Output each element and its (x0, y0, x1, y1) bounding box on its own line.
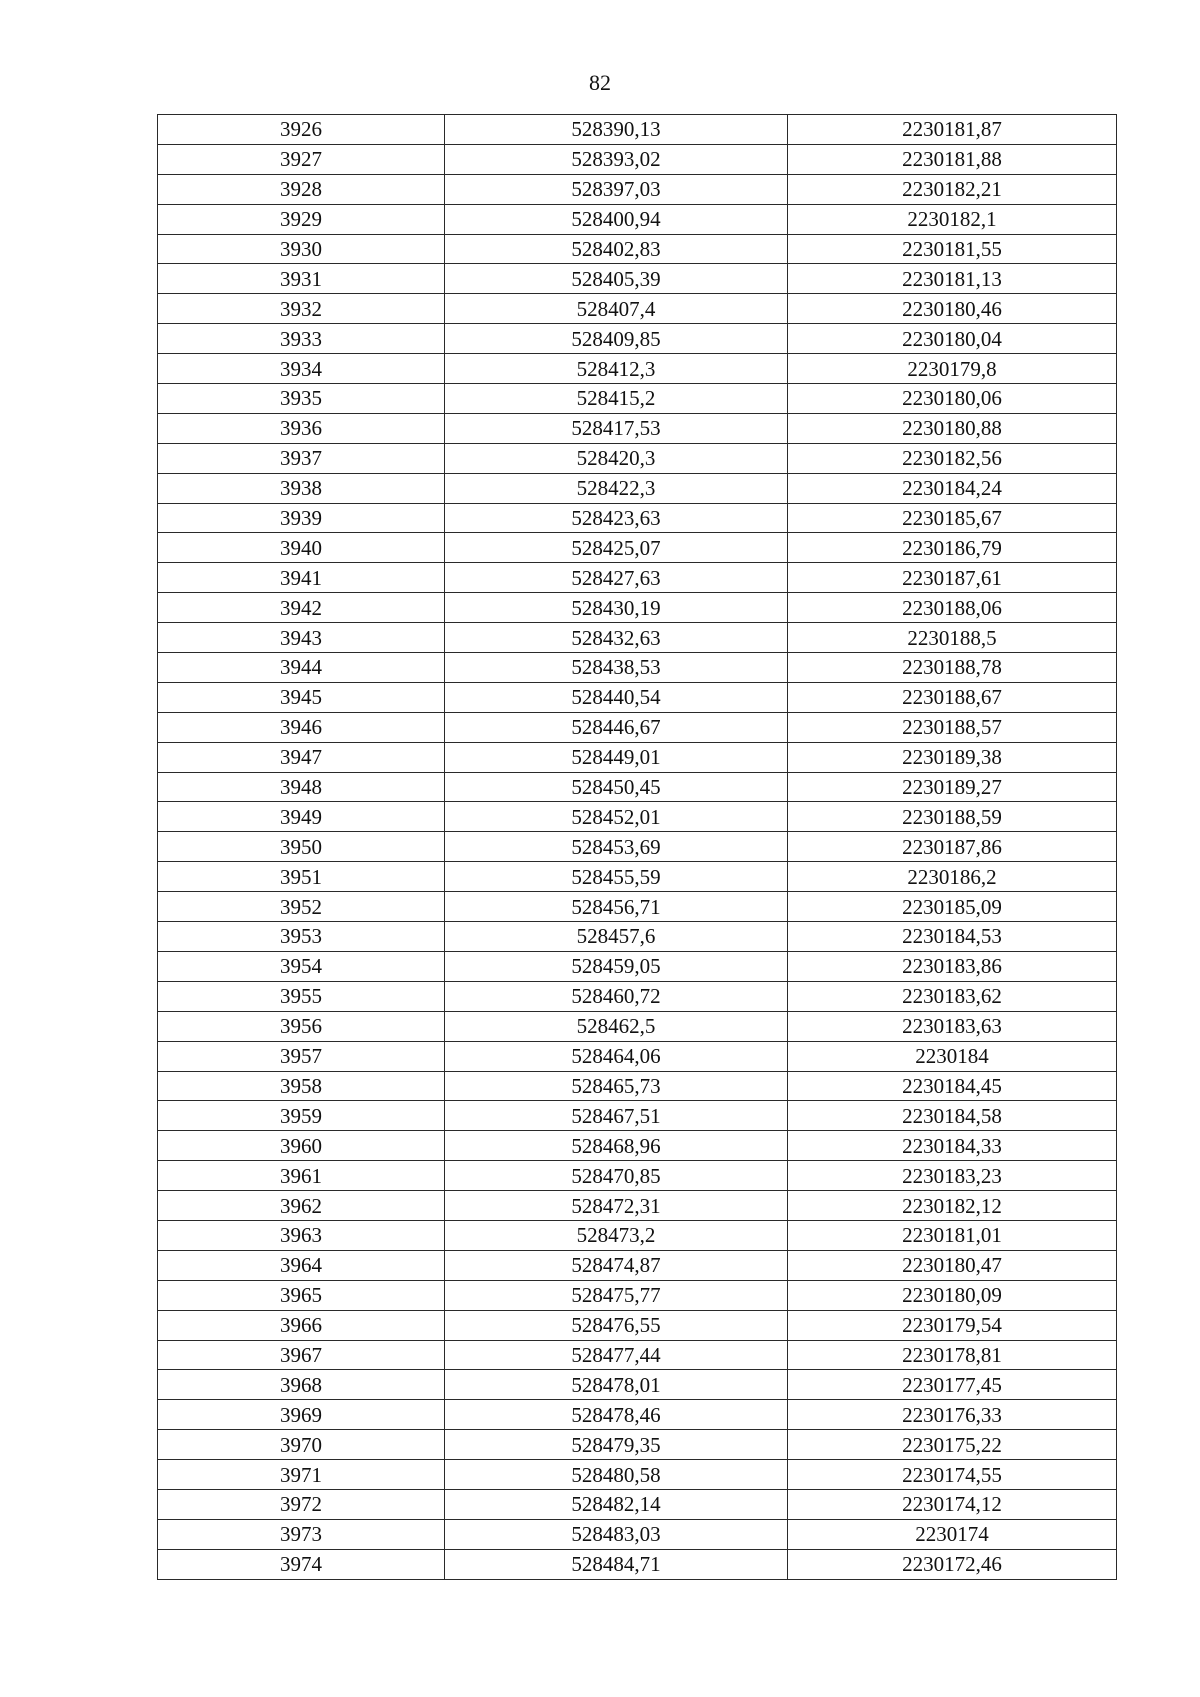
y-coordinate-cell: 2230180,88 (788, 413, 1117, 443)
table-row (158, 1370, 1117, 1400)
table-row (158, 563, 1117, 593)
point-number-cell: 3934 (158, 354, 445, 384)
point-number-cell: 3932 (158, 294, 445, 324)
table-row (158, 892, 1117, 922)
x-coordinate-cell: 528407,4 (445, 294, 788, 324)
x-coordinate-cell: 528484,71 (445, 1549, 788, 1579)
table-row (158, 1340, 1117, 1370)
y-coordinate-cell: 2230188,59 (788, 802, 1117, 832)
y-coordinate-cell: 2230183,62 (788, 981, 1117, 1011)
x-coordinate-cell: 528468,96 (445, 1131, 788, 1161)
y-coordinate-cell: 2230182,12 (788, 1191, 1117, 1221)
x-coordinate-cell: 528453,69 (445, 832, 788, 862)
table-row (158, 653, 1117, 683)
point-number-cell: 3952 (158, 892, 445, 922)
y-coordinate-cell: 2230188,5 (788, 623, 1117, 653)
table-row (158, 1161, 1117, 1191)
point-number-cell: 3927 (158, 144, 445, 174)
point-number-cell: 3967 (158, 1340, 445, 1370)
table-row (158, 324, 1117, 354)
x-coordinate-cell: 528390,13 (445, 115, 788, 145)
coordinates-table (157, 114, 1117, 1580)
table-row (158, 1489, 1117, 1519)
point-number-cell: 3929 (158, 204, 445, 234)
y-coordinate-cell: 2230186,2 (788, 862, 1117, 892)
y-coordinate-cell: 2230179,8 (788, 354, 1117, 384)
y-coordinate-cell: 2230188,78 (788, 653, 1117, 683)
table-row (158, 1011, 1117, 1041)
table-row (158, 264, 1117, 294)
x-coordinate-cell: 528473,2 (445, 1220, 788, 1250)
point-number-cell: 3955 (158, 981, 445, 1011)
y-coordinate-cell: 2230183,63 (788, 1011, 1117, 1041)
point-number-cell: 3961 (158, 1161, 445, 1191)
table-row (158, 443, 1117, 473)
table-row (158, 354, 1117, 384)
point-number-cell: 3947 (158, 742, 445, 772)
table-row (158, 413, 1117, 443)
x-coordinate-cell: 528465,73 (445, 1071, 788, 1101)
x-coordinate-cell: 528438,53 (445, 653, 788, 683)
y-coordinate-cell: 2230180,06 (788, 384, 1117, 414)
point-number-cell: 3928 (158, 174, 445, 204)
y-coordinate-cell: 2230181,01 (788, 1220, 1117, 1250)
y-coordinate-cell: 2230181,87 (788, 115, 1117, 145)
table-row (158, 1519, 1117, 1549)
table-row (158, 115, 1117, 145)
point-number-cell: 3930 (158, 234, 445, 264)
y-coordinate-cell: 2230174,55 (788, 1460, 1117, 1490)
table-row (158, 623, 1117, 653)
table-row (158, 1041, 1117, 1071)
table-row (158, 981, 1117, 1011)
y-coordinate-cell: 2230184 (788, 1041, 1117, 1071)
point-number-cell: 3936 (158, 413, 445, 443)
table-row (158, 503, 1117, 533)
table-row (158, 593, 1117, 623)
y-coordinate-cell: 2230180,09 (788, 1280, 1117, 1310)
point-number-cell: 3941 (158, 563, 445, 593)
x-coordinate-cell: 528462,5 (445, 1011, 788, 1041)
y-coordinate-cell: 2230185,67 (788, 503, 1117, 533)
y-coordinate-cell: 2230179,54 (788, 1310, 1117, 1340)
point-number-cell: 3942 (158, 593, 445, 623)
page-number: 82 (589, 70, 611, 95)
point-number-cell: 3951 (158, 862, 445, 892)
point-number-cell: 3957 (158, 1041, 445, 1071)
table-row (158, 1191, 1117, 1221)
y-coordinate-cell: 2230188,67 (788, 682, 1117, 712)
x-coordinate-cell: 528427,63 (445, 563, 788, 593)
y-coordinate-cell: 2230178,81 (788, 1340, 1117, 1370)
y-coordinate-cell: 2230183,86 (788, 951, 1117, 981)
point-number-cell: 3949 (158, 802, 445, 832)
x-coordinate-cell: 528474,87 (445, 1250, 788, 1280)
y-coordinate-cell: 2230187,86 (788, 832, 1117, 862)
table-row (158, 533, 1117, 563)
point-number-cell: 3959 (158, 1101, 445, 1131)
point-number-cell: 3958 (158, 1071, 445, 1101)
y-coordinate-cell: 2230189,38 (788, 742, 1117, 772)
y-coordinate-cell: 2230188,57 (788, 712, 1117, 742)
x-coordinate-cell: 528478,01 (445, 1370, 788, 1400)
table-row (158, 1250, 1117, 1280)
y-coordinate-cell: 2230183,23 (788, 1161, 1117, 1191)
point-number-cell: 3962 (158, 1191, 445, 1221)
y-coordinate-cell: 2230180,04 (788, 324, 1117, 354)
table-row (158, 742, 1117, 772)
table-row (158, 294, 1117, 324)
table-row (158, 951, 1117, 981)
x-coordinate-cell: 528417,53 (445, 413, 788, 443)
x-coordinate-cell: 528452,01 (445, 802, 788, 832)
coordinates-table-body (158, 115, 1117, 1580)
point-number-cell: 3933 (158, 324, 445, 354)
point-number-cell: 3946 (158, 712, 445, 742)
point-number-cell: 3938 (158, 473, 445, 503)
table-row (158, 1280, 1117, 1310)
table-row (158, 1549, 1117, 1579)
point-number-cell: 3971 (158, 1460, 445, 1490)
x-coordinate-cell: 528472,31 (445, 1191, 788, 1221)
table-row (158, 862, 1117, 892)
point-number-cell: 3954 (158, 951, 445, 981)
y-coordinate-cell: 2230180,46 (788, 294, 1117, 324)
point-number-cell: 3966 (158, 1310, 445, 1340)
x-coordinate-cell: 528412,3 (445, 354, 788, 384)
x-coordinate-cell: 528432,63 (445, 623, 788, 653)
table-row (158, 802, 1117, 832)
point-number-cell: 3945 (158, 682, 445, 712)
y-coordinate-cell: 2230181,13 (788, 264, 1117, 294)
point-number-cell: 3960 (158, 1131, 445, 1161)
point-number-cell: 3943 (158, 623, 445, 653)
x-coordinate-cell: 528425,07 (445, 533, 788, 563)
table-row (158, 1071, 1117, 1101)
x-coordinate-cell: 528430,19 (445, 593, 788, 623)
point-number-cell: 3972 (158, 1489, 445, 1519)
table-row (158, 384, 1117, 414)
y-coordinate-cell: 2230184,53 (788, 922, 1117, 952)
x-coordinate-cell: 528483,03 (445, 1519, 788, 1549)
x-coordinate-cell: 528400,94 (445, 204, 788, 234)
x-coordinate-cell: 528422,3 (445, 473, 788, 503)
y-coordinate-cell: 2230181,88 (788, 144, 1117, 174)
table-row (158, 922, 1117, 952)
x-coordinate-cell: 528480,58 (445, 1460, 788, 1490)
y-coordinate-cell: 2230182,21 (788, 174, 1117, 204)
y-coordinate-cell: 2230181,55 (788, 234, 1117, 264)
y-coordinate-cell: 2230182,1 (788, 204, 1117, 234)
point-number-cell: 3948 (158, 772, 445, 802)
point-number-cell: 3969 (158, 1400, 445, 1430)
point-number-cell: 3974 (158, 1549, 445, 1579)
y-coordinate-cell: 2230174,12 (788, 1489, 1117, 1519)
x-coordinate-cell: 528477,44 (445, 1340, 788, 1370)
x-coordinate-cell: 528449,01 (445, 742, 788, 772)
table-row (158, 1310, 1117, 1340)
table-row (158, 234, 1117, 264)
y-coordinate-cell: 2230175,22 (788, 1430, 1117, 1460)
y-coordinate-cell: 2230180,47 (788, 1250, 1117, 1280)
table-row (158, 772, 1117, 802)
x-coordinate-cell: 528397,03 (445, 174, 788, 204)
x-coordinate-cell: 528456,71 (445, 892, 788, 922)
y-coordinate-cell: 2230172,46 (788, 1549, 1117, 1579)
x-coordinate-cell: 528482,14 (445, 1489, 788, 1519)
table-row (158, 1460, 1117, 1490)
x-coordinate-cell: 528455,59 (445, 862, 788, 892)
x-coordinate-cell: 528450,45 (445, 772, 788, 802)
table-row (158, 1400, 1117, 1430)
table-row (158, 1220, 1117, 1250)
point-number-cell: 3956 (158, 1011, 445, 1041)
point-number-cell: 3973 (158, 1519, 445, 1549)
table-row (158, 1131, 1117, 1161)
table-row (158, 204, 1117, 234)
x-coordinate-cell: 528476,55 (445, 1310, 788, 1340)
x-coordinate-cell: 528475,77 (445, 1280, 788, 1310)
table-row (158, 832, 1117, 862)
y-coordinate-cell: 2230189,27 (788, 772, 1117, 802)
x-coordinate-cell: 528420,3 (445, 443, 788, 473)
y-coordinate-cell: 2230187,61 (788, 563, 1117, 593)
y-coordinate-cell: 2230184,24 (788, 473, 1117, 503)
point-number-cell: 3940 (158, 533, 445, 563)
table-row (158, 712, 1117, 742)
table-row (158, 1101, 1117, 1131)
point-number-cell: 3970 (158, 1430, 445, 1460)
x-coordinate-cell: 528459,05 (445, 951, 788, 981)
point-number-cell: 3937 (158, 443, 445, 473)
table-row (158, 144, 1117, 174)
x-coordinate-cell: 528478,46 (445, 1400, 788, 1430)
point-number-cell: 3926 (158, 115, 445, 145)
point-number-cell: 3963 (158, 1220, 445, 1250)
x-coordinate-cell: 528409,85 (445, 324, 788, 354)
x-coordinate-cell: 528470,85 (445, 1161, 788, 1191)
point-number-cell: 3950 (158, 832, 445, 862)
point-number-cell: 3953 (158, 922, 445, 952)
point-number-cell: 3939 (158, 503, 445, 533)
table-row (158, 1430, 1117, 1460)
table-row (158, 682, 1117, 712)
y-coordinate-cell: 2230185,09 (788, 892, 1117, 922)
point-number-cell: 3944 (158, 653, 445, 683)
x-coordinate-cell: 528393,02 (445, 144, 788, 174)
x-coordinate-cell: 528423,63 (445, 503, 788, 533)
x-coordinate-cell: 528467,51 (445, 1101, 788, 1131)
point-number-cell: 3965 (158, 1280, 445, 1310)
y-coordinate-cell: 2230182,56 (788, 443, 1117, 473)
x-coordinate-cell: 528405,39 (445, 264, 788, 294)
x-coordinate-cell: 528402,83 (445, 234, 788, 264)
x-coordinate-cell: 528415,2 (445, 384, 788, 414)
y-coordinate-cell: 2230188,06 (788, 593, 1117, 623)
point-number-cell: 3931 (158, 264, 445, 294)
x-coordinate-cell: 528457,6 (445, 922, 788, 952)
table-row (158, 473, 1117, 503)
y-coordinate-cell: 2230174 (788, 1519, 1117, 1549)
table-row (158, 174, 1117, 204)
y-coordinate-cell: 2230186,79 (788, 533, 1117, 563)
x-coordinate-cell: 528464,06 (445, 1041, 788, 1071)
y-coordinate-cell: 2230184,33 (788, 1131, 1117, 1161)
y-coordinate-cell: 2230177,45 (788, 1370, 1117, 1400)
point-number-cell: 3935 (158, 384, 445, 414)
x-coordinate-cell: 528446,67 (445, 712, 788, 742)
x-coordinate-cell: 528440,54 (445, 682, 788, 712)
point-number-cell: 3968 (158, 1370, 445, 1400)
y-coordinate-cell: 2230176,33 (788, 1400, 1117, 1430)
x-coordinate-cell: 528479,35 (445, 1430, 788, 1460)
y-coordinate-cell: 2230184,45 (788, 1071, 1117, 1101)
y-coordinate-cell: 2230184,58 (788, 1101, 1117, 1131)
point-number-cell: 3964 (158, 1250, 445, 1280)
x-coordinate-cell: 528460,72 (445, 981, 788, 1011)
